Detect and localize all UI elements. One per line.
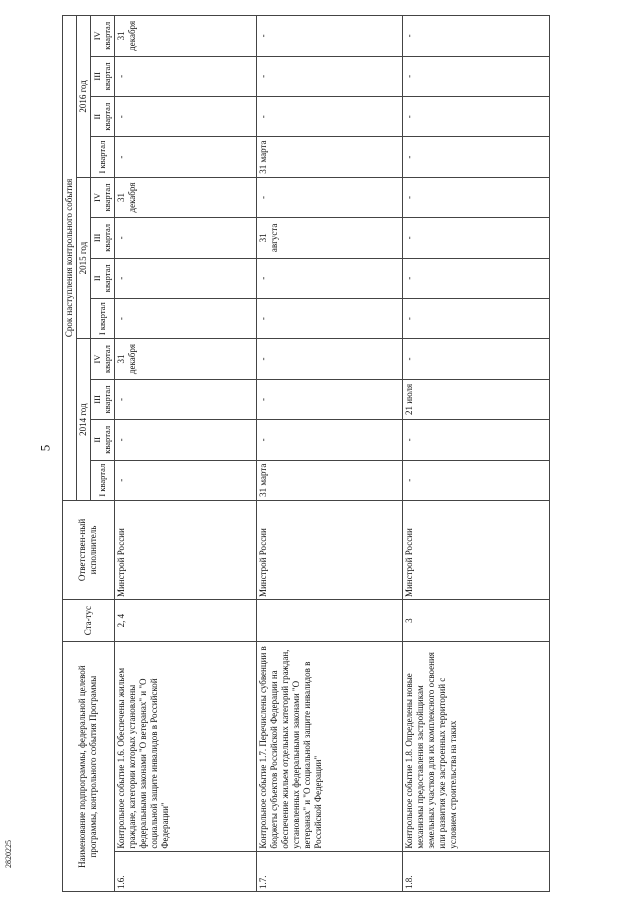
term-cell: -	[114, 420, 256, 460]
term-cell: -	[114, 97, 256, 137]
header-quarter: III квартал	[90, 56, 114, 96]
header-name: Наименование подпрограммы, федеральной целевой программы, контрольного события Программы	[63, 642, 115, 892]
term-cell: -	[402, 298, 549, 338]
term-cell: -	[256, 56, 402, 96]
event-responsible: Минстрой России	[256, 500, 402, 599]
header-quarter: II квартал	[90, 97, 114, 137]
table-row	[114, 16, 256, 892]
term-cell: -	[402, 16, 549, 57]
term-cell: -	[256, 298, 402, 338]
event-responsible: Минстрой России	[114, 500, 256, 599]
term-cell: 21 июля	[402, 379, 549, 419]
term-cell: 31 декабря	[114, 16, 256, 57]
header-year-2014: 2014 год	[76, 339, 90, 501]
event-status: 3	[402, 600, 549, 642]
header-quarter: I квартал	[90, 460, 114, 500]
header-status: Ста-тус	[63, 600, 115, 642]
header-quarter: IV квартал	[90, 177, 114, 217]
control-events-table	[62, 15, 550, 892]
document-code: 2820225	[4, 840, 13, 868]
header-quarter: II квартал	[90, 420, 114, 460]
event-name: Контрольное событие 1.7. Перечислены субвенции в бюджеты субъектов Российской Федерации на обеспечение жильем отдельных категорий граждан, установленных федеральными законами "О ветеранах" и "О социальной защите инвалидов в Российской Федерации"	[256, 642, 402, 851]
row-number: 1.8.	[402, 851, 549, 891]
row-number: 1.6.	[114, 851, 256, 891]
term-cell: -	[402, 218, 549, 258]
header-quarter: III квартал	[90, 379, 114, 419]
header-year-2015: 2015 год	[76, 177, 90, 339]
term-cell: -	[114, 379, 256, 419]
term-cell: -	[114, 460, 256, 500]
term-cell: -	[256, 339, 402, 379]
event-name: Контрольное событие 1.6. Обеспечены жильем граждане, категории которых установлены федеральными законами "О ветеранах" и "О социальной защите инвалидов в Российской Федерации"	[114, 642, 256, 851]
term-cell: -	[256, 258, 402, 298]
header-year-2016: 2016 год	[76, 16, 90, 178]
header-quarter: III квартал	[90, 218, 114, 258]
header-quarter: I квартал	[90, 137, 114, 177]
table-row	[402, 16, 549, 892]
term-cell: 31 декабря	[114, 177, 256, 217]
term-cell: -	[114, 56, 256, 96]
term-cell: -	[402, 420, 549, 460]
term-cell: -	[402, 56, 549, 96]
header-quarter: IV квартал	[90, 16, 114, 57]
term-cell: 31 марта	[256, 460, 402, 500]
header-quarter: IV квартал	[90, 339, 114, 379]
header-quarter: I квартал	[90, 298, 114, 338]
event-status	[256, 600, 402, 642]
term-cell: -	[114, 258, 256, 298]
header-responsible: Ответствен-ный исполнитель	[63, 500, 115, 599]
term-cell: 31 декабря	[114, 339, 256, 379]
header-quarter: II квартал	[90, 258, 114, 298]
term-cell: -	[402, 97, 549, 137]
term-cell: -	[402, 460, 549, 500]
event-status: 2, 4	[114, 600, 256, 642]
event-name: Контрольное событие 1.8. Определены новые механизмы предоставления застройщикам земельных участков для их комплексного освоения или развития уже застроенных территорий с условием строительства на таких	[402, 642, 549, 851]
term-cell: -	[114, 298, 256, 338]
event-responsible: Минстрой России	[402, 500, 549, 599]
term-cell: -	[402, 177, 549, 217]
term-cell: -	[256, 16, 402, 57]
term-cell: -	[256, 379, 402, 419]
term-cell: -	[256, 177, 402, 217]
table-row	[256, 16, 402, 892]
term-cell: -	[402, 137, 549, 177]
term-cell: -	[114, 137, 256, 177]
row-number: 1.7.	[256, 851, 402, 891]
page-number: 5	[37, 444, 53, 452]
term-cell: -	[402, 258, 549, 298]
term-cell: -	[256, 420, 402, 460]
term-cell: -	[114, 218, 256, 258]
term-cell: 31 августа	[256, 218, 402, 258]
term-cell: -	[402, 339, 549, 379]
term-cell: 31 марта	[256, 137, 402, 177]
rotated-table-wrapper	[62, 15, 572, 892]
header-term: Срок наступления контрольного события	[63, 16, 77, 501]
term-cell: -	[256, 97, 402, 137]
